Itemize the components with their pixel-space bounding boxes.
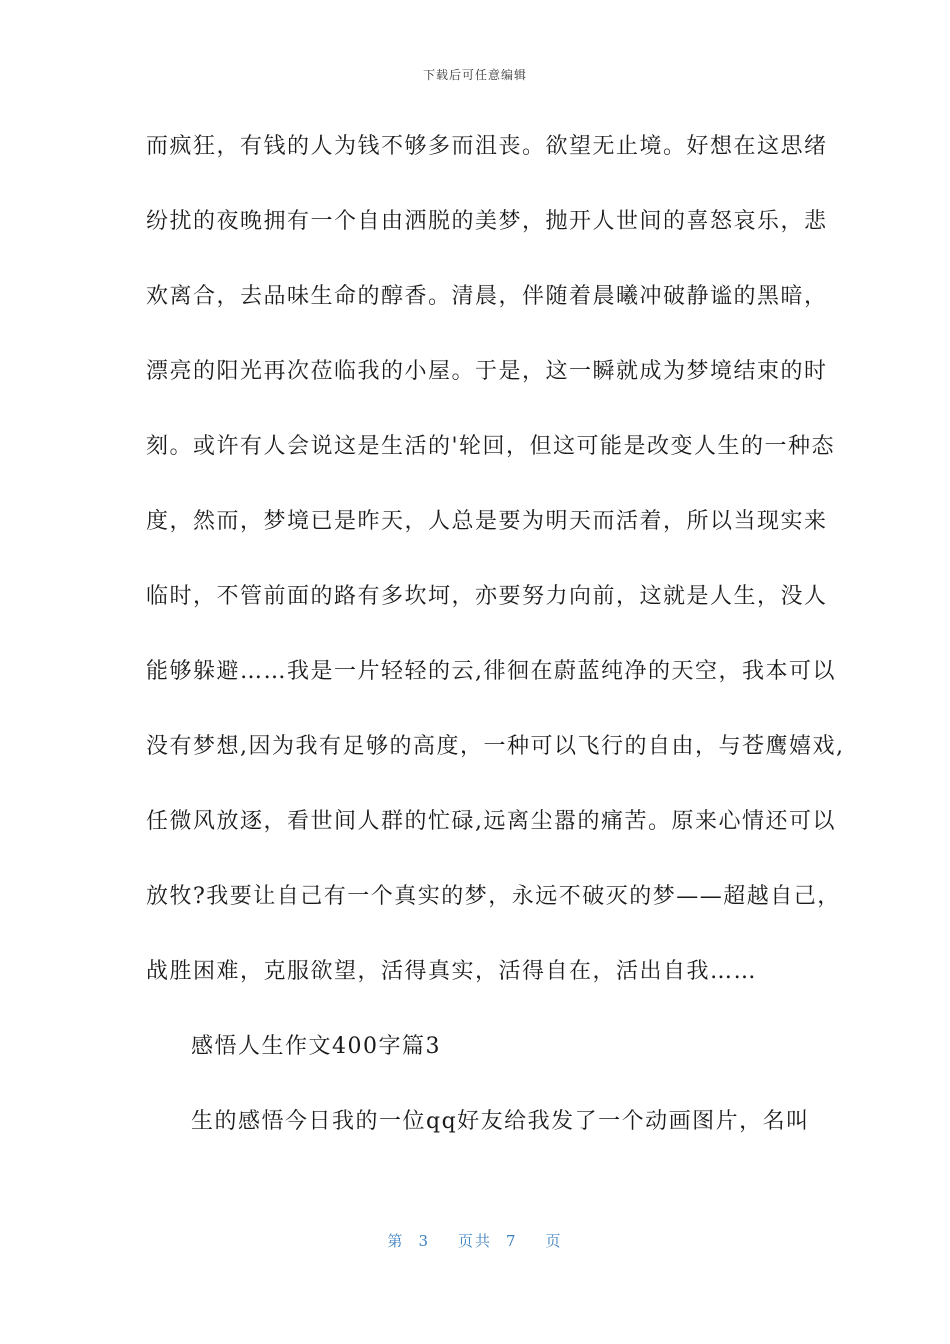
- total-pages-number: 7: [506, 1232, 518, 1250]
- paragraph-line: 漂亮的阳光再次莅临我的小屋。于是，这一瞬就成为梦境结束的时: [146, 359, 828, 384]
- page-footer: [0, 1230, 950, 1251]
- paragraph-line: 生的感悟今日我的一位qq好友给我发了一个动画图片，名叫: [191, 1109, 810, 1134]
- paragraph-line: 纷扰的夜晚拥有一个自由洒脱的美梦，抛开人世间的喜怒哀乐，悲: [146, 209, 828, 234]
- paragraph-line: 战胜困难，克服欲望，活得真实，活得自在，活出自我……: [146, 959, 758, 984]
- page-label-prefix: 第: [387, 1232, 405, 1250]
- paragraph-line: 刻。或许有人会说这是生活的'轮回，但这可能是改变人生的一种态: [146, 434, 836, 459]
- section-title: 感悟人生作文400字篇3: [191, 1034, 441, 1059]
- paragraph-line: 没有梦想,因为我有足够的高度，一种可以飞行的自由，与苍鹰嬉戏,: [146, 734, 845, 759]
- page-label-mid: 页共: [457, 1232, 492, 1250]
- paragraph-line: 放牧?我要让自己有一个真实的梦，永远不破灭的梦——超越自己，: [146, 884, 841, 909]
- document-body: [146, 128, 845, 1178]
- page-header: 下载后可任意编辑: [422, 68, 527, 82]
- paragraph-line: 临时，不管前面的路有多坎坷，亦要努力向前，这就是人生，没人: [146, 584, 828, 609]
- paragraph-line: 度，然而，梦境已是昨天，人总是要为明天而活着，所以当现实来: [146, 509, 828, 534]
- current-page-number: 3: [418, 1232, 430, 1250]
- page-label-suffix: 页: [545, 1232, 563, 1250]
- paragraph-line: 任微风放逐，看世间人群的忙碌,远离尘嚣的痛苦。原来心情还可以: [146, 809, 836, 834]
- paragraph-line: 而疯狂，有钱的人为钱不够多而沮丧。欲望无止境。好想在这思绪: [146, 134, 828, 159]
- paragraph-line: 能够躲避……我是一片轻轻的云,徘徊在蔚蓝纯净的天空，我本可以: [146, 659, 836, 684]
- paragraph-line: 欢离合，去品味生命的醇香。清晨，伴随着晨曦冲破静谧的黑暗，: [146, 284, 828, 309]
